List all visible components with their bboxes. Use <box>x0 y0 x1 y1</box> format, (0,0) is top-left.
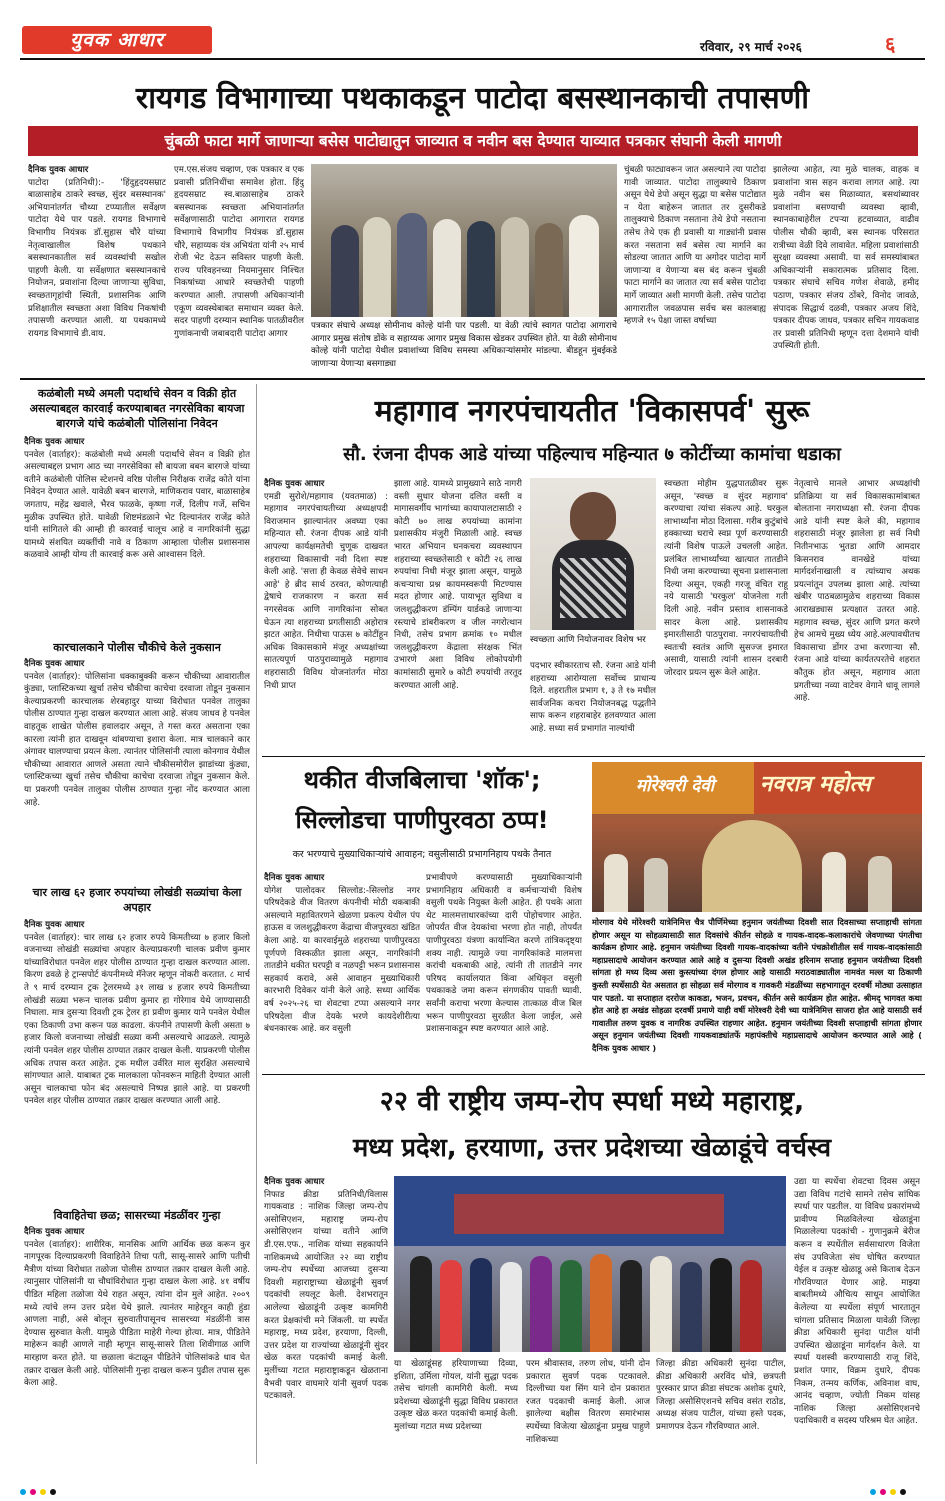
story2-column-2: झाला आहे. यामध्ये प्रामुख्याने साठे नागरी वस्ती सुधार योजना दलित वस्ती व मागासवर्गीय भागांच्या कायापालटासाठी २ कोटी ७० लाख रुपयांच्या कामांना प्रशासकीय मंजुरी मिळाली आहे. स्वच्छ भारत अभियान घनकचरा व्यवस्थापन शहराच्या स्वच्छतेसाठी १ कोटी २६ लाख रुपयांचा निधी मंजूर झाला असून, यामुळे कचऱ्याचा प्रश्न कायमस्वरूपी मिटण्यास मदत होणार आहे. पायाभूत सुविधा व जलशुद्धीकरण डंम्पिंग यार्डकडे जाणाऱ्या रस्त्याचे डांबरीकरण व जील नगरोत्थान निधी, तसेच प्रभाग क्रमांक १० मधील जलशुद्धीकरण केंद्राला संरक्षक भिंत उभारणे अशा विविध लोकोपयोगी कामांसाठी सुमारे ७ कोटी रुपयांची तरतूद करण्यात आली आहे. <box>394 479 522 691</box>
story3-subheadline: कर भरण्याचे मुख्याधिकाऱ्यांचे आवाहन; वसुलीसाठी प्रभागनिहाय पथके तैनात <box>292 849 552 860</box>
print-registration-marks-right <box>870 1480 910 1499</box>
sidebar-divider <box>256 384 257 1464</box>
story1-subheadline: चुंबळी फाटा मार्गे जाणाऱ्या बसेस पाटोद्यातुन जाव्यात व नवीन बस देण्यात याव्यात पत्रकार संघानी केली मागणी <box>28 126 918 156</box>
section-divider <box>20 378 925 380</box>
story4-headline-line2: मध्य प्रदेश, हरयाणा, उत्तर प्रदेशच्या खेळाडूंचे वर्चस्व <box>352 1133 832 1163</box>
newspaper-logo: युवक आधार <box>22 26 212 54</box>
sidebar-story1-title: कळंबोली मध्ये अमली पदार्थाचे सेवन व विक्री होत असल्याबद्दल कारवाई करण्याबाबत नगरसेविका बायजा बारगजे यांचे कळंबोली पोलिसांना निवेदन <box>29 387 245 430</box>
jump-rope-event-photo <box>394 1176 786 1352</box>
page-number: ६ <box>885 32 896 56</box>
story1-column-5: झालेल्या आहेत, त्या मुळे चालक, वाहक व प्रवाशांना त्रास सहन करावा लागत आहे. त्या मुळे नवीन बस मिळाव्यात, बसथांब्यावर प्रवाशांना बसण्याची व्यवस्था व्हावी, स्थानकाबाहेरील टपऱ्या हटवाव्यात, वाढीव पोलीस चौकी व्हावी, बस स्थानक परिसरात रात्रीच्या वेळी दिवे लावावेत. महिला प्रवाशांसाठी सुरक्षा व्यवस्था असावी. या सर्व समस्यांबाबत अधिकाऱ्यांनी सकारात्मक प्रतिसाद दिला. पत्रकार संघाचे सचिव गणेश शेवाळे, हमीद पठाण, पत्रकार संजय ठोंबरे, विनोद जावळे, संपादक सिद्धार्थ दळवी, पत्रकार अजय शिंदे, पत्रकार दीपक जाधव, पत्रकार सचिन गायकवाड तर प्रवासी प्रतिनिधी म्हणून दत्ता देशमाने यांची उपस्थिती होती. <box>773 165 919 352</box>
story3-headline-line1: थकीत वीजबिलाचा 'शॉक'; <box>303 766 541 794</box>
story3-column-1: दैनिक युवक आधार योगेश पालोदकर सिल्लोड:-सिल्लोड नगर परिषदेकडे वीज वितरण कंपनीची मोठी थकबाकी असल्याने महावितरणने खेळणा प्रकल्प येथील पंप हाऊस व जलशुद्धीकरण केंद्राचा वीजपुरवठा खंडित केला आहे. या कारवाईमुळे शहराच्या पाणीपुरवठा पूर्णपणे विस्कळीत झाला असून, नागरिकांनी तातडीने थकीत घरपट्टी व नळपट्टी भरून प्रशासनास सहकार्य करावे, असे आवाहन मुख्याधिकारी कारभारी दिवेकर यांनी केले आहे. सध्या आर्थिक वर्ष २०२५-२६ चा शेवटचा टप्पा असल्याने नगर परिषदेला वीज देयके भरणे कायदेशीरीत्या बंधनकारक आहे. कर वसुली <box>264 873 420 1035</box>
sidebar-story2-title: कारचालकाने पोलीस चौकीचे केले नुकसान <box>53 641 221 654</box>
story2-headline: महागाव नगरपंचायतीत 'विकासपर्व' सुरू <box>374 394 810 429</box>
story3-photo-caption: मोरगाव येथे मोरेश्वरी यात्रेनिमित्त चैत्र पौर्णिमेच्या हनुमान जयंतीच्या दिवशी सात दिवसाच्या सप्ताहाची सांगता होणार असून या सोहळ्यासाठी सात दिवसांचे कीर्तन सोहळे व गायक-वादक-कलाकारांचे जेवणाच्या पंगतीचा कार्यक्रम होणार आहे. हनुमान जयंतीच्या दिवशी गायक-वादकांच्या वतीने पंचक्रोशीतील सर्व गायक-वादकांसाठी महाप्रसादाचे आयोजन करण्यात आले आहे व दुसऱ्या दिवशी अखंड हरिनाम सप्ताह हनुमान जयंतीच्या दिवशी सांगता हो मध्य दिव्य असा कुस्त्यांच्या दंगल होणार आहे यासाठी मराठवाड्यातील नामवंत मल्ल या ठिकाणी कुस्ती स्पर्धेसाठी येत असतात हा सोहळा सर्व मोरगाव व गावकरी मंडळींच्या सहभागातून दरवर्षी मोठ्या उत्साहात पार पडतो. या सप्ताहात दररोज काकडा, भजन, प्रवचन, कीर्तन असे कार्यक्रम होत आहेत. श्रीमद् भागवत कथा होत आहे हा अखंड सोहळा दरवर्षी प्रमाणे याही वर्षी मोरेश्वरी देवी च्या यात्रेनिमित्त साजरा होत आहे यासाठी सर्व गावातील तरुण युवक व नागरिक उपस्थित राहणार आहेत. हनुमान जयंतीच्या दिवशी सप्ताहाची सांगता होणार असून हनुमान जयंतीच्या दिवशी गायकवाड्यांतर्फे महापंक्तीचे महाप्रसादाचे आयोजन करण्यात आले आहे ( दैनिक युवक आधार ) <box>592 917 922 1053</box>
story1-byline: दैनिक युवक आधार <box>28 165 89 175</box>
story2-column-1: दैनिक युवक आधार एमडी सुरोशे/महागाव (यवतमाळ) : महागाव नगरपंचायतीच्या अध्यक्षपदी विराजमान झाल्यानंतर अवघ्या एका महिन्यात सौ. रंजना दीपक आडे यांनी आपल्या कार्यक्षमतेची चुणूक दाखवत शहराच्या विकासाची नवी दिशा स्पष्ट केली आहे. 'सत्ता ही केवळ सेवेचे साधन आहे' हे ब्रीद सार्थ ठरवत, कोणत्याही द्वेषाचे राजकारण न करता सर्व नगरसेवक आणि नागरिकांना सोबत घेऊन त्या शहराच्या प्रगतीसाठी अहोरात्र झटत आहेत. निधीचा पाऊस ७ कोटींहून अधिक विकासकामे मंजूर अध्यक्षांच्या सातत्यपूर्ण पाठपुराव्यामुळे महागाव शहरासाठी विविध योजनांतर्गत मोठा निधी प्राप्त <box>264 479 388 691</box>
story1-photo-caption: पत्रकार संघाचे अध्यक्ष सोमीनाथ कोल्हे यांनी पार पडली. या वेळी त्यांचे स्वागत पाटोदा आगाराचे आगार प्रमुख संतोष डोंके व सहाय्यक आगार प्रमुख विकास खेडकर उपस्थित होते. या वेळी सोमीनाथ कोल्हे यांनी पाटोदा येथील प्रवाशांच्या विविध समस्या अधिकाऱ्यांसमोर मांडल्या. बीडहून मुंबईकडे जाणाऱ्या येणाऱ्या बसगाड्या <box>311 321 617 369</box>
sidebar-story2-body: दैनिक युवक आधार पनवेल (वार्ताहर): पोलिसांना धक्काबुक्की करून चौकीच्या आवारातील कुंड्या, प्लास्टिकच्या खुर्चा तसेच चौकीचा काचेचा दरवाजा तोडून नुकसान केल्याप्रकरणी कारचालक शेरबहादुर याच्या विरोधात पनवेल तालुका पोलीस ठाण्यात गुन्हा दाखल करण्यात आला आहे. संजय जाधव हे पनवेल वाहतूक शाखेत पोलीस हवालदार असून, ते गस्त करत असताना एका कारला त्यांनी हात दाखवून थांबण्याचा इशारा केला. मात्र चालकाने कार अंगावर घालण्याचा प्रयत्न केला. त्यानंतर पोलिसांनी त्याला कोनगाव येथील चौकीच्या आवारात आणले असता त्याने चौकीसमोरील झाडांच्या कुंड्या, प्लास्टिकच्या खुर्चा तसेच चौकीचा काचेचा दरवाजा तोडून नुकसान केले. या प्रकरणी पनवेल तालुका पोलीस ठाण्यात गुन्हा नोंद करण्यात आला आहे. <box>24 659 250 808</box>
sidebar-story3-body: दैनिक युवक आधार पनवेल (वार्ताहर): चार लाख ६२ हजार रुपये किमतीच्या ७ हजार किलो वजनाच्या लोखंडी सळ्यांचा अपहार केल्याप्रकरणी चालक प्रवीण कुमार यांच्याविरोधात पनवेल शहर पोलीस ठाण्यात गुन्हा दाखल करण्यात आला. किरण ढवळे हे ट्रान्सपोर्ट कंपनीमध्ये मॅनेजर म्हणून नोकरी करतात. ८ मार्च ते ९ मार्च दरम्यान ट्रक ट्रेलरमध्ये ३१ लाख ४ हजार रुपये किमतीच्या लोखंडी सळ्या भरून चालक प्रवीण कुमार हा गोरेगाव येथे जाण्यासाठी निघाला. मात्र दुसऱ्या दिवशी ट्रक ट्रेलर हा प्रवीण कुमार याने पनवेल येथील एका ठिकाणी उभा करून पळ काढला. कंपनीने तपासणी केली असता ७ हजार किलो वजनाच्या लोखंडी सळ्या कमी असल्याचे आढळले. त्यामुळे त्यांनी पनवेल शहर पोलीस ठाण्यात तक्रार दाखल केली. याप्रकरणी पोलीस अधिक तपास करत आहेत. ट्रक मधील उर्वरित माल सुरक्षित असल्याचे सांगण्यात आले. याबाबत ट्रक मालकाला फोनवरून माहिती देण्यात आली असून चालकाचा फोन बंद असल्याचे निष्पन्न झाले आहे. या प्रकरणी पनवेल शहर पोलीस ठाण्यात तक्रार दाखल करण्यात आली आहे. <box>24 920 250 1107</box>
sidebar-story4-body: दैनिक युवक आधार पनवेल (वार्ताहर): शारीरिक, मानसिक आणि आर्थिक छळ करून कुर नागपूरक दिल्याप्रकरणी विवाहितेने तिचा पती, सासू-सासरे आणि पतीची मैत्रीण यांच्या विरोधात तळोजा पोलीस ठाण्यात तक्रार दाखल केली आहे. त्यानुसार पोलिसांनी या चौघांविरोधात गुन्हा दाखल केला आहे. ४१ वर्षीय पीडित महिला तळोजा येथे राहत असून, त्यांना दोन मुले आहेत. २००९ मध्ये त्यांचे लग्न उत्तर प्रदेश येथे झाले. त्यानंतर माहेरहून काही हुंडा आणला नाही, असे बोलून सुरुवातीपासूनच सासरच्या मंडळींनी त्रास देण्यास सुरुवात केली. यामुळे पीडिता माहेरी गेल्या होत्या. मात्र, पीडितेने माहेरून काही आणले नाही म्हणून सासू-सासरे तिला शिवीगाळ आणि मारहाण करत होते. या छळाला कंटाळून पीडितेने पोलिसांकडे धाव घेत तक्रार दाखल केली आहे. पोलिसांनी गुन्हा दाखल करून पुढील तपास सुरू केला आहे. <box>24 1227 250 1389</box>
photo-banner-left: मोरेश्वरी देवी <box>635 776 715 796</box>
sidebar-story4-title: विवाहितेचा छळ; सासरच्या मंडळींवर गुन्हा <box>53 1209 221 1222</box>
photo-banner-right: नवरात्र महोत्स <box>760 772 871 797</box>
sidebar-story1-body: दैनिक युवक आधार पनवेल (वार्ताहर): कळंबोली मध्ये अमली पदार्थांचे सेवन व विक्री होत असल्याबद्दल प्रभाग आठ च्या नगरसेविका सौ बायजा बबन बारगजे यांच्या वतीने कळंबोली पोलिस स्टेशनचे वरिष्ठ पोलीस निरीक्षक राजेंद्र कोते यांना निवेदन देण्यात आले. यावेळी बबन बारगजे, माणिकराव पवार, बाळासाहेब जगताप, महेंद्र खवाले, भैरव फाळके, कृष्णा गर्जे, दिलीप गर्जे, सचिन मुळीक उपस्थित होते. यावेळी शिष्टमंडळाने भेट दिल्यानंतर राजेंद्र कोते यांनी सांगितले की आम्ही ही कारवाई चालूच आहे व नागरिकांनी सुद्धा यामध्ये संशयित व्यक्तींची नावे व ठिकाण आम्हाला पोलीस प्रशासनास कळवावे आम्ही योग्य ती कारवाई करू असे आश्वासन दिले. <box>24 437 250 561</box>
story4-column-2: या खेळाडूंसह हरियाणाच्या दिव्या, इशिता, उर्मिला गोयल, यांनी सुद्धा पदक तसेच चांगली कामगिरी केली. मध्य प्रदेशच्या खेळाडूंनी सुद्धा विविध प्रकारात उत्कृष्ट खेळ करत पदकांची कमाई केली. मुलांच्या गटात मध्य प्रदेशच्या <box>394 1359 518 1432</box>
story4-column-4: जिल्हा क्रीडा अधिकारी सुनंदा पाटील, क्रीडा अधिकारी अरविंद धोत्रे, छत्रपती पुरस्कार प्राप्त क्रीडा संघटक अशोक दुधारे, जिल्हा असोसिएशनचे सचिव वसंत राठोड, अध्यक्ष संजय पाटील, यांच्या हस्ते पदक, प्रमाणपत्र देऊन गौरविण्यात आले. <box>656 1359 786 1432</box>
story2-subheadline: सौ. रंजना दीपक आडे यांच्या पहिल्याच महिन्यात ७ कोटींच्या कामांचा धडाका <box>343 444 841 465</box>
story2-column-5: नेतृत्वाचे मानले आभार अध्यक्षांची प्रतिक्रिया या सर्व विकासकामांबाबत बोलताना नगराध्यक्षा सौ. रंजना दीपक आडे यांनी स्पष्ट केले की, महागाव शहरासाठी मंजूर झालेला हा सर्व निधी नितीनभाऊ भुतडा आणि आमदार किसनराव वानखेडे यांच्या मार्गदर्शनाखाली व त्यांच्याच अथक प्रयत्नांतून उपलब्ध झाला आहे. त्यांच्या खंबीर पाठबळामुळेच शहराच्या विकास आराखड्यास प्रत्यक्षात उतरत आहे. महागाव स्वच्छ, सुंदर आणि प्रगत करणे हेच आमचे मुख्य ध्येय आहे.अल्पावधीतच विकासाचा डोंगर उभा करणाऱ्या सौ. रंजना आडे यांच्या कार्यतत्परतेचे शहरात कौतुक होत असून, महागाव आता प्रगतीच्या नव्या वाटेवर वेगाने धावू लागले आहे. <box>794 479 920 704</box>
story2-divider <box>262 756 925 757</box>
group-photo-bus-stand <box>311 164 617 317</box>
portrait-photo <box>530 478 656 630</box>
story3-column-2: प्रभावीपणे करण्यासाठी मुख्याधिकाऱ्यांनी प्रभागनिहाय अधिकारी व कर्मचाऱ्यांची विशेष वसुली पथके नियुक्त केली आहेत. ही पथके आता थेट मालमत्ताधारकांच्या दारी पोहोचणार आहेत. जोपर्यंत वीज देयकांचा भरणा होत नाही, तोपर्यंत पाणीपुरवठा यंत्रणा कार्यान्वित करणे तांत्रिकदृष्ट्या शक्य नाही. त्यामुळे ज्या नागरिकांकडे मालमत्ता करांची थकबाकी आहे, त्यांनी ती तातडीने नगर परिषद कार्यालयात किंवा अधिकृत वसुली पथकाकडे जमा करून संगणकीय पावती घ्यावी. सर्वांनी कराचा भरणा केल्यास तात्काळ वीज बिल भरून पाणीपुरवठा सुरळीत केला जाईल, असे प्रशासनाकडून स्पष्ट करण्यात आले आहे. <box>426 873 582 1035</box>
story3-divider <box>262 1074 925 1075</box>
story4-headline-line1: २२ वी राष्ट्रीय जम्प-रोप स्पर्धा मध्ये महाराष्ट्र, <box>379 1086 805 1117</box>
story2-column-4: स्वच्छता मोहीम युद्धपातळीवर सुरू असून, 'स्वच्छ व सुंदर महागाव' करण्याचा त्यांचा संकल्प आहे. घरकुल लाभार्थ्यांना मोठा दिलासा. गरीब कुटुंबांचे हक्काच्या घराचे स्वप्न पूर्ण करण्यासाठी त्यांनी विशेष पाऊले उचलली आहेत. प्रलंबित लाभार्थ्यांच्या खात्यात तातडीने निधी जमा करण्याच्या सूचना प्रशासनाला दिल्या असून, एकही गरजू वंचित राहू नये यासाठी 'घरकुल' योजनेला गती दिली आहे. नवीन प्रस्ताव शासनाकडे सादर केला आहे. प्रशासकीय इमारतीसाठी पाठपुरावा. नगरपंचायतीची स्वतःची स्वतंत्र आणि सुसज्ज इमारत असावी, यासाठी त्यांनी शासन दरबारी जोरदार प्रयत्न सुरू केले आहेत. <box>664 479 788 678</box>
story4-column-3: परम श्रीवास्तव, तरुण लोध, यांनी दोन प्रकारात सुवर्ण पदक पटकावले. दिल्लीच्या यश सिंग याने दोन प्रकारात रजत पदकाची कमाई केली. आज झालेल्या बक्षीस वितरण समारंभास स्पर्धेच्या विजेत्या खेळाडूंना प्रमुख पाहुणे नाशिकच्या <box>526 1359 650 1445</box>
sidebar-story3-title: चार लाख ६२ हजार रुपयांच्या लोखंडी सळ्यांचा केला अपहार <box>32 886 242 914</box>
story4-column-5: उद्या या स्पर्धेचा शेवटचा दिवस असून उद्या विविध गटांचे सामने तसेच सांघिक स्पर्धा पार पडतील. या विविध प्रकारांमध्ये प्रावीण्य मिळविलेल्या खेळाडूंना मिळालेल्या पदकांची - गुणानुक्रमे बेरीज करून व स्पर्धेतील सर्वसाधारण विजेता संघ उपविजेता संघ घोषित करण्यात येईल व उत्कृष्ट खेळाडू असे किताब देऊन गौरविण्यात येणार आहे. माझ्या बाबतीमध्ये औचित्य साधून आयोजित केलेल्या या स्पर्धेला संपूर्ण भारतातून चांगला प्रतिसाद मिळाला यावेळी जिल्हा क्रीडा अधिकारी सुनंदा पाटील यांनी उपस्थित खेळाडूंना मार्गदर्शन केले. या स्पर्धा यशस्वी करण्यासाठी राजू शिंदे, प्रशांत पगार, विक्रम दुधारे, दीपक निकम, तन्मय कर्णिक, अविनाश वाघ, आनंद चव्हाण, ज्योती निकम यांसह नाशिक जिल्हा असोसिएशनचे पदाधिकारी व सदस्य परिश्रम घेत आहेत. <box>794 1177 920 1427</box>
issue-date: रविवार, २९ मार्च २०२६ <box>700 40 802 54</box>
story2-column-3: पदभार स्वीकारताच सौ. रंजना आडे यांनी शहराच्या आरोग्याला सर्वोच्च प्राधान्य दिले. शहरातील प्रभाग १, ३ ते १७ मधील सार्वजनिक कचरा नियोजनबद्ध पद्धतीने साफ करून शहराबाहेर हलवण्यात आला आहे. सध्या सर्व प्रभागांत नाल्यांची <box>530 661 656 734</box>
story4-column-1: दैनिक युवक आधार निफाड क्रीडा प्रतिनिधी/विलास गायकवाड : नाशिक जिल्हा जम्प-रोप असोसिएशन, महाराष्ट्र जम्प-रोप असोसिएशन यांच्या वतीने आणि डी.एस.एफ., नाशिक यांच्या सहकार्याने नाशिकमध्ये आयोजित २२ व्या राष्ट्रीय जम्प-रोप स्पर्धेच्या आजच्या दुसऱ्या दिवशी महाराष्ट्राच्या खेळाडूंनी सुवर्ण पदकांची लयलूट केली. देशभरातून आलेल्या खेळाडूंनी उत्कृष्ट कामगिरी करत प्रेक्षकांची मने जिंकली. या स्पर्धेत महाराष्ट्र, मध्य प्रदेश, हरयाणा, दिल्ली, उत्तर प्रदेश या राज्यांच्या खेळाडूंनी सुंदर खेळ करत पदकांची कमाई केली. मुलींच्या गटात महाराष्ट्राकडून खेळताना वैभवी पवार वाघमारे यांनी सुवर्ण पदक पटकावले. <box>264 1177 388 1402</box>
story1-column-2: एम.एस.संजय चव्हाण, एक पत्रकार व एक प्रवासी प्रतिनिधींचा समावेश होता. हिंदु हृदयसम्राट स्व.बाळासाहेब ठाकरे बसस्थानक स्वच्छता अभियानांतर्गत सर्वेक्षणासाठी पाटोदा आगारात रायगड विभागाचे विभागीय नियंत्रक डॉ.सुहास चौरे, सहाय्यक यंत्र अभियंता यांनी २५ मार्च रोजी भेट देऊन सविस्तर पाहणी केली. राज्य परिवहनच्या नियमानुसार निश्चित निकषांच्या आधारे स्वच्छतेची पाहणी करण्यात आली. तपासणी अधिकाऱ्यांनी एकूण व्यवस्थेबाबत समाधान व्यक्त केले. सदर पाहणी दरम्यान स्थानिक पातळीवरील गुणांकनाची जबाबदारी पाटोदा आगार <box>174 165 304 339</box>
story1-column-1: दैनिक युवक आधार पाटोदा (प्रतिनिधी):- 'हिंदुहृदयसम्राट बाळासाहेब ठाकरे स्वच्छ, सुंदर बसस्थानक' अभियानांतर्गत चौथ्या टप्प्यातील सर्वेक्षण पाटोदा येथे पार पडले. रायगड विभागाचे विभागीय नियंत्रक डॉ.सुहास चौरे यांच्या नेतृत्वाखालील विशेष पथकाने बसस्थानकातील सर्व व्यवस्थांची सखोल पाहणी केली. या सर्वेक्षणात बसस्थानकाचे नियोजन, प्रवाशांना दिल्या जाणाऱ्या सुविधा, स्वच्छतागृहांची स्थिती, प्रशासनिक आणि प्रशिक्षातील स्वच्छता अशा विविध निकषांची तपासणी करण्यात आली. या पथकामध्ये रायगड विभागाचे डी.वाय. <box>28 165 166 339</box>
story1-headline: रायगड विभागाच्या पथकाकडून पाटोदा बसस्थानकाची तपासणी <box>135 81 810 116</box>
story1-column-4: चुंबळी फाट्यावरून जात असल्याने त्या पाटोदा गावी जाव्यात. पाटोदा तालुक्याचे ठिकाण असून येथे डेपो असून सुद्धा या बसेस पाटोद्यात न येता बाहेरून जातात तर दुसरीकडे तालुक्याचे ठिकाण नसताना तेथे डेपो नसताना तसेच तेथे एक ही प्रवासी या गाड्यांनी प्रवास करत नसताना सर्व बसेस त्या मार्गाने का सोडल्या जातात आणि या अगोदर पाटोदा मार्गे जाणाऱ्या व येणाऱ्या बस बंद करून चुंबळी फाटा मार्गाने का जातात त्या सर्व बसेस पाटोदा मार्गे जाव्यात अशी मागणी केली. तसेच पाटोदा आगारातील जवळपास सर्वच बस कालबाह्य म्हणजे १५ पेक्षा जास्त वर्षाच्या <box>624 165 766 327</box>
story3-headline-line2: सिल्लोडचा पाणीपुरवठा ठप्प! <box>295 806 549 834</box>
story2-photo-caption: स्वच्छता आणि नियोजनावर विशेष भर <box>530 635 646 645</box>
print-registration-marks <box>20 1480 60 1499</box>
